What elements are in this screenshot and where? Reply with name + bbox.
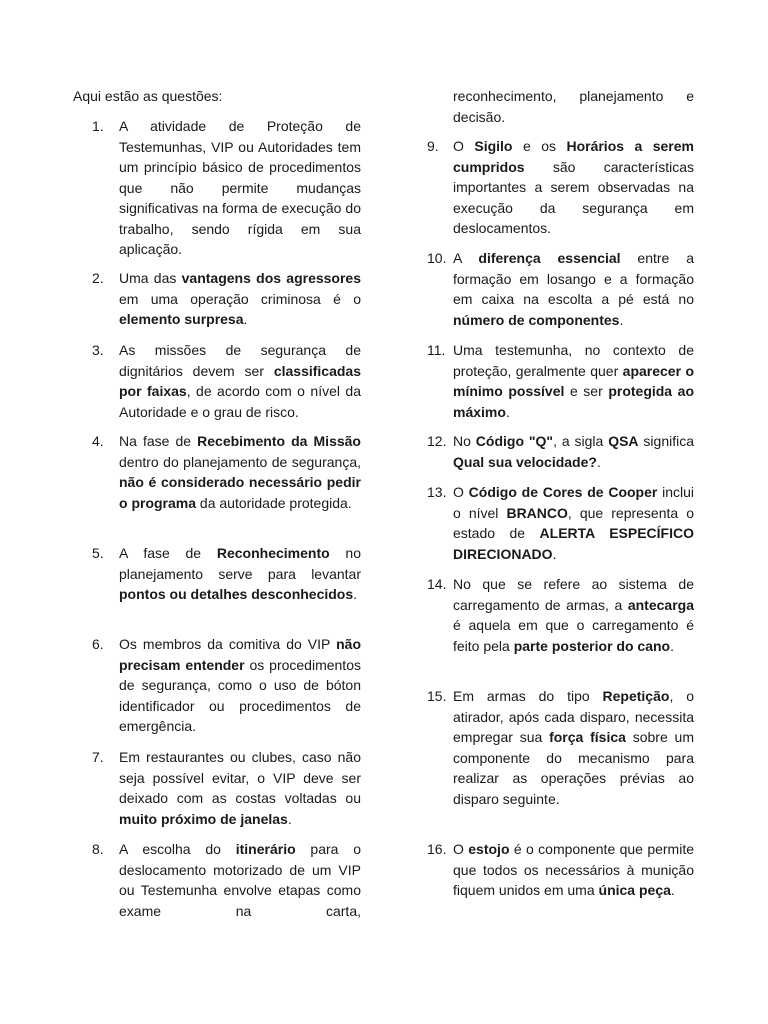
item-text (119, 431, 361, 513)
item-text (119, 634, 361, 737)
text-run: , que representa o estado de (453, 504, 694, 541)
text-run: Na fase de (119, 433, 198, 449)
bold-phrase: Qual sua velocidade? (453, 453, 597, 470)
text-run: é o componente que permite que todos os necessários à munição fiquem unidos em uma (453, 841, 694, 898)
text-run: As missões de segurança de dignitários devem ser (119, 342, 361, 379)
bold-phrase: número de componentes (453, 311, 620, 328)
text-run: A fase de (119, 545, 217, 561)
list-item-10 (427, 248, 694, 330)
text-run: Em restaurantes ou clubes, caso não seja possível evitar, o VIP deve ser deixado com as costas voltadas ou (119, 749, 361, 806)
list-item-2 (92, 268, 361, 330)
text-run: . (505, 403, 510, 420)
bold-phrase: antecarga (627, 596, 694, 613)
text-run: A atividade de Proteção de Testemunhas, VIP ou Autoridades tem um princípio básico de procedimentos que não permite mudanças significativas na forma de execução do trabalho, sendo rígida em sua aplicação. (119, 118, 361, 257)
bold-phrase: não precisam entender (119, 636, 361, 673)
list-item-1 (92, 116, 361, 260)
text-run: A (453, 250, 479, 266)
text-run: em uma operação criminosa é o (119, 290, 361, 307)
text-run: . (596, 453, 601, 470)
item-text (453, 340, 694, 422)
text-run: e os (512, 138, 567, 154)
bold-phrase: ALERTA ESPECÍFICO DIRECIONADO (453, 525, 694, 562)
item-number: 8. (92, 841, 104, 857)
text-run: O (453, 138, 475, 154)
item-number: 5. (92, 545, 104, 561)
bold-phrase: QSA (608, 433, 639, 449)
text-run: . (619, 311, 624, 328)
item-number: 12. (427, 433, 447, 449)
text-run: inclui o nível (453, 484, 695, 521)
text-run: , a sigla (553, 433, 609, 449)
item-number: 6. (92, 636, 104, 652)
bold-phrase: classificadas por faixas (119, 362, 361, 399)
text-run: para o deslocamento motorizado de um VIP ou Testemunha envolve etapas como exame na carta, (119, 841, 362, 919)
list-item-3 (92, 340, 361, 422)
bold-phrase: Reconhecimento (216, 545, 330, 561)
item-text (119, 747, 361, 829)
item-number: 11. (427, 342, 446, 358)
item-number: 4. (92, 433, 104, 449)
text-run: sobre um componente do mecanismo para realizar as operações prévias ao disparo seguinte. (453, 729, 694, 807)
item-number: 7. (92, 749, 104, 765)
text-run: os procedimentos de segurança, como o uso de bóton identificador ou procedimentos de emergência. (119, 656, 361, 734)
text-run: significa (638, 433, 695, 449)
list-item-7 (92, 747, 361, 829)
text-run: entre a formação em losango e a formação em caixa na escolta a pé está no (453, 250, 694, 307)
item-number: 1. (92, 118, 104, 134)
text-run: A escolha do (119, 841, 236, 857)
item-text (453, 431, 694, 472)
item-number: 15. (427, 688, 447, 704)
bold-phrase: Repetição (602, 688, 670, 704)
item-text (119, 340, 361, 422)
list-item-6 (92, 634, 361, 737)
text-run: O (453, 484, 469, 500)
item-text (453, 574, 694, 656)
bold-phrase: vantagens dos agressores (181, 270, 361, 286)
list-item-13 (427, 482, 694, 564)
bold-phrase: única peça (598, 882, 671, 898)
bold-phrase: elemento surpresa (119, 311, 244, 327)
text-run: No (453, 433, 476, 449)
text-run: são características importantes a serem observadas na execução da segurança em deslocamentos. (453, 158, 694, 236)
bold-phrase: protegida ao máximo (453, 383, 694, 420)
list-item-15 (427, 686, 694, 809)
text-run: . (670, 882, 675, 898)
text-run: Em armas do tipo (453, 688, 603, 704)
bold-phrase: Horários a serem cumpridos (453, 138, 694, 175)
list-item-8 (92, 839, 361, 921)
bold-phrase: BRANCO (506, 504, 568, 521)
bold-phrase: muito próximo de janelas (119, 810, 288, 827)
item-number: 16. (427, 841, 447, 857)
item-number: 14. (427, 576, 447, 592)
bold-phrase: estojo (468, 841, 510, 857)
list-item-5 (92, 543, 361, 605)
text-run: Os membros da comitiva do VIP (119, 636, 337, 652)
item-text (119, 116, 361, 260)
bold-phrase: pontos ou detalhes desconhecidos (119, 586, 354, 602)
text-run: , de acordo com o nível da Autoridade e o grau de risco. (119, 383, 361, 420)
text-run: é aquela em que o carregamento é feito pela (453, 617, 694, 654)
list-item-4 (92, 431, 361, 513)
bold-phrase: diferença essencial (478, 250, 621, 266)
item-number: 2. (92, 270, 104, 286)
bold-phrase: Sigilo (474, 138, 513, 154)
text-run: . (353, 586, 358, 602)
text-run: . (552, 545, 557, 562)
bold-phrase: parte posterior do cano (513, 637, 671, 654)
list-item-9 (427, 136, 694, 239)
item-number: 10. (427, 250, 447, 266)
item-8-continuation: reconhecimento, planejamento e decisão. (453, 88, 694, 125)
text-run: . (243, 311, 248, 327)
item-text (453, 482, 694, 564)
text-run: . (287, 810, 292, 827)
text-run: Uma das (119, 270, 182, 286)
text-run: . (670, 637, 674, 654)
list-item-11 (427, 340, 694, 422)
item-text (119, 839, 361, 921)
item-text (119, 543, 361, 605)
bold-phrase: aparecer o mínimo possível (453, 362, 694, 399)
intro-text: Aqui estão as questões: (73, 88, 223, 104)
item-text (119, 268, 361, 330)
text-run: e ser (564, 383, 609, 399)
text-run: , o atirador, após cada disparo, necessita empregar sua (453, 688, 694, 745)
text-run: da autoridade protegida. (196, 494, 352, 511)
text-run: Uma testemunha, no contexto de proteção, geralmente quer (453, 342, 694, 379)
item-text (453, 248, 694, 330)
text-run: dentro do planejamento de segurança, (119, 453, 361, 470)
item-number: 13. (427, 484, 447, 500)
item-number: 3. (92, 342, 104, 358)
list-item-12 (427, 431, 694, 472)
bold-phrase: itinerário (235, 841, 296, 857)
text-run: O (453, 841, 469, 857)
list-item-14 (427, 574, 694, 656)
item-text (453, 839, 694, 901)
item-text (453, 686, 694, 809)
bold-phrase: não é considerado necessário pedir o programa (119, 474, 361, 511)
bold-phrase: Código de Cores de Cooper (468, 484, 658, 500)
item-text (453, 136, 694, 239)
bold-phrase: força física (549, 729, 626, 745)
bold-phrase: Recebimento da Missão (197, 433, 361, 449)
text-run: no planejamento serve para levantar (119, 545, 361, 582)
list-item-16 (427, 839, 694, 901)
text-run: No que se refere ao sistema de carregamento de armas, a (453, 576, 694, 613)
item-number: 9. (427, 138, 439, 154)
bold-phrase: Código "Q" (475, 433, 554, 449)
